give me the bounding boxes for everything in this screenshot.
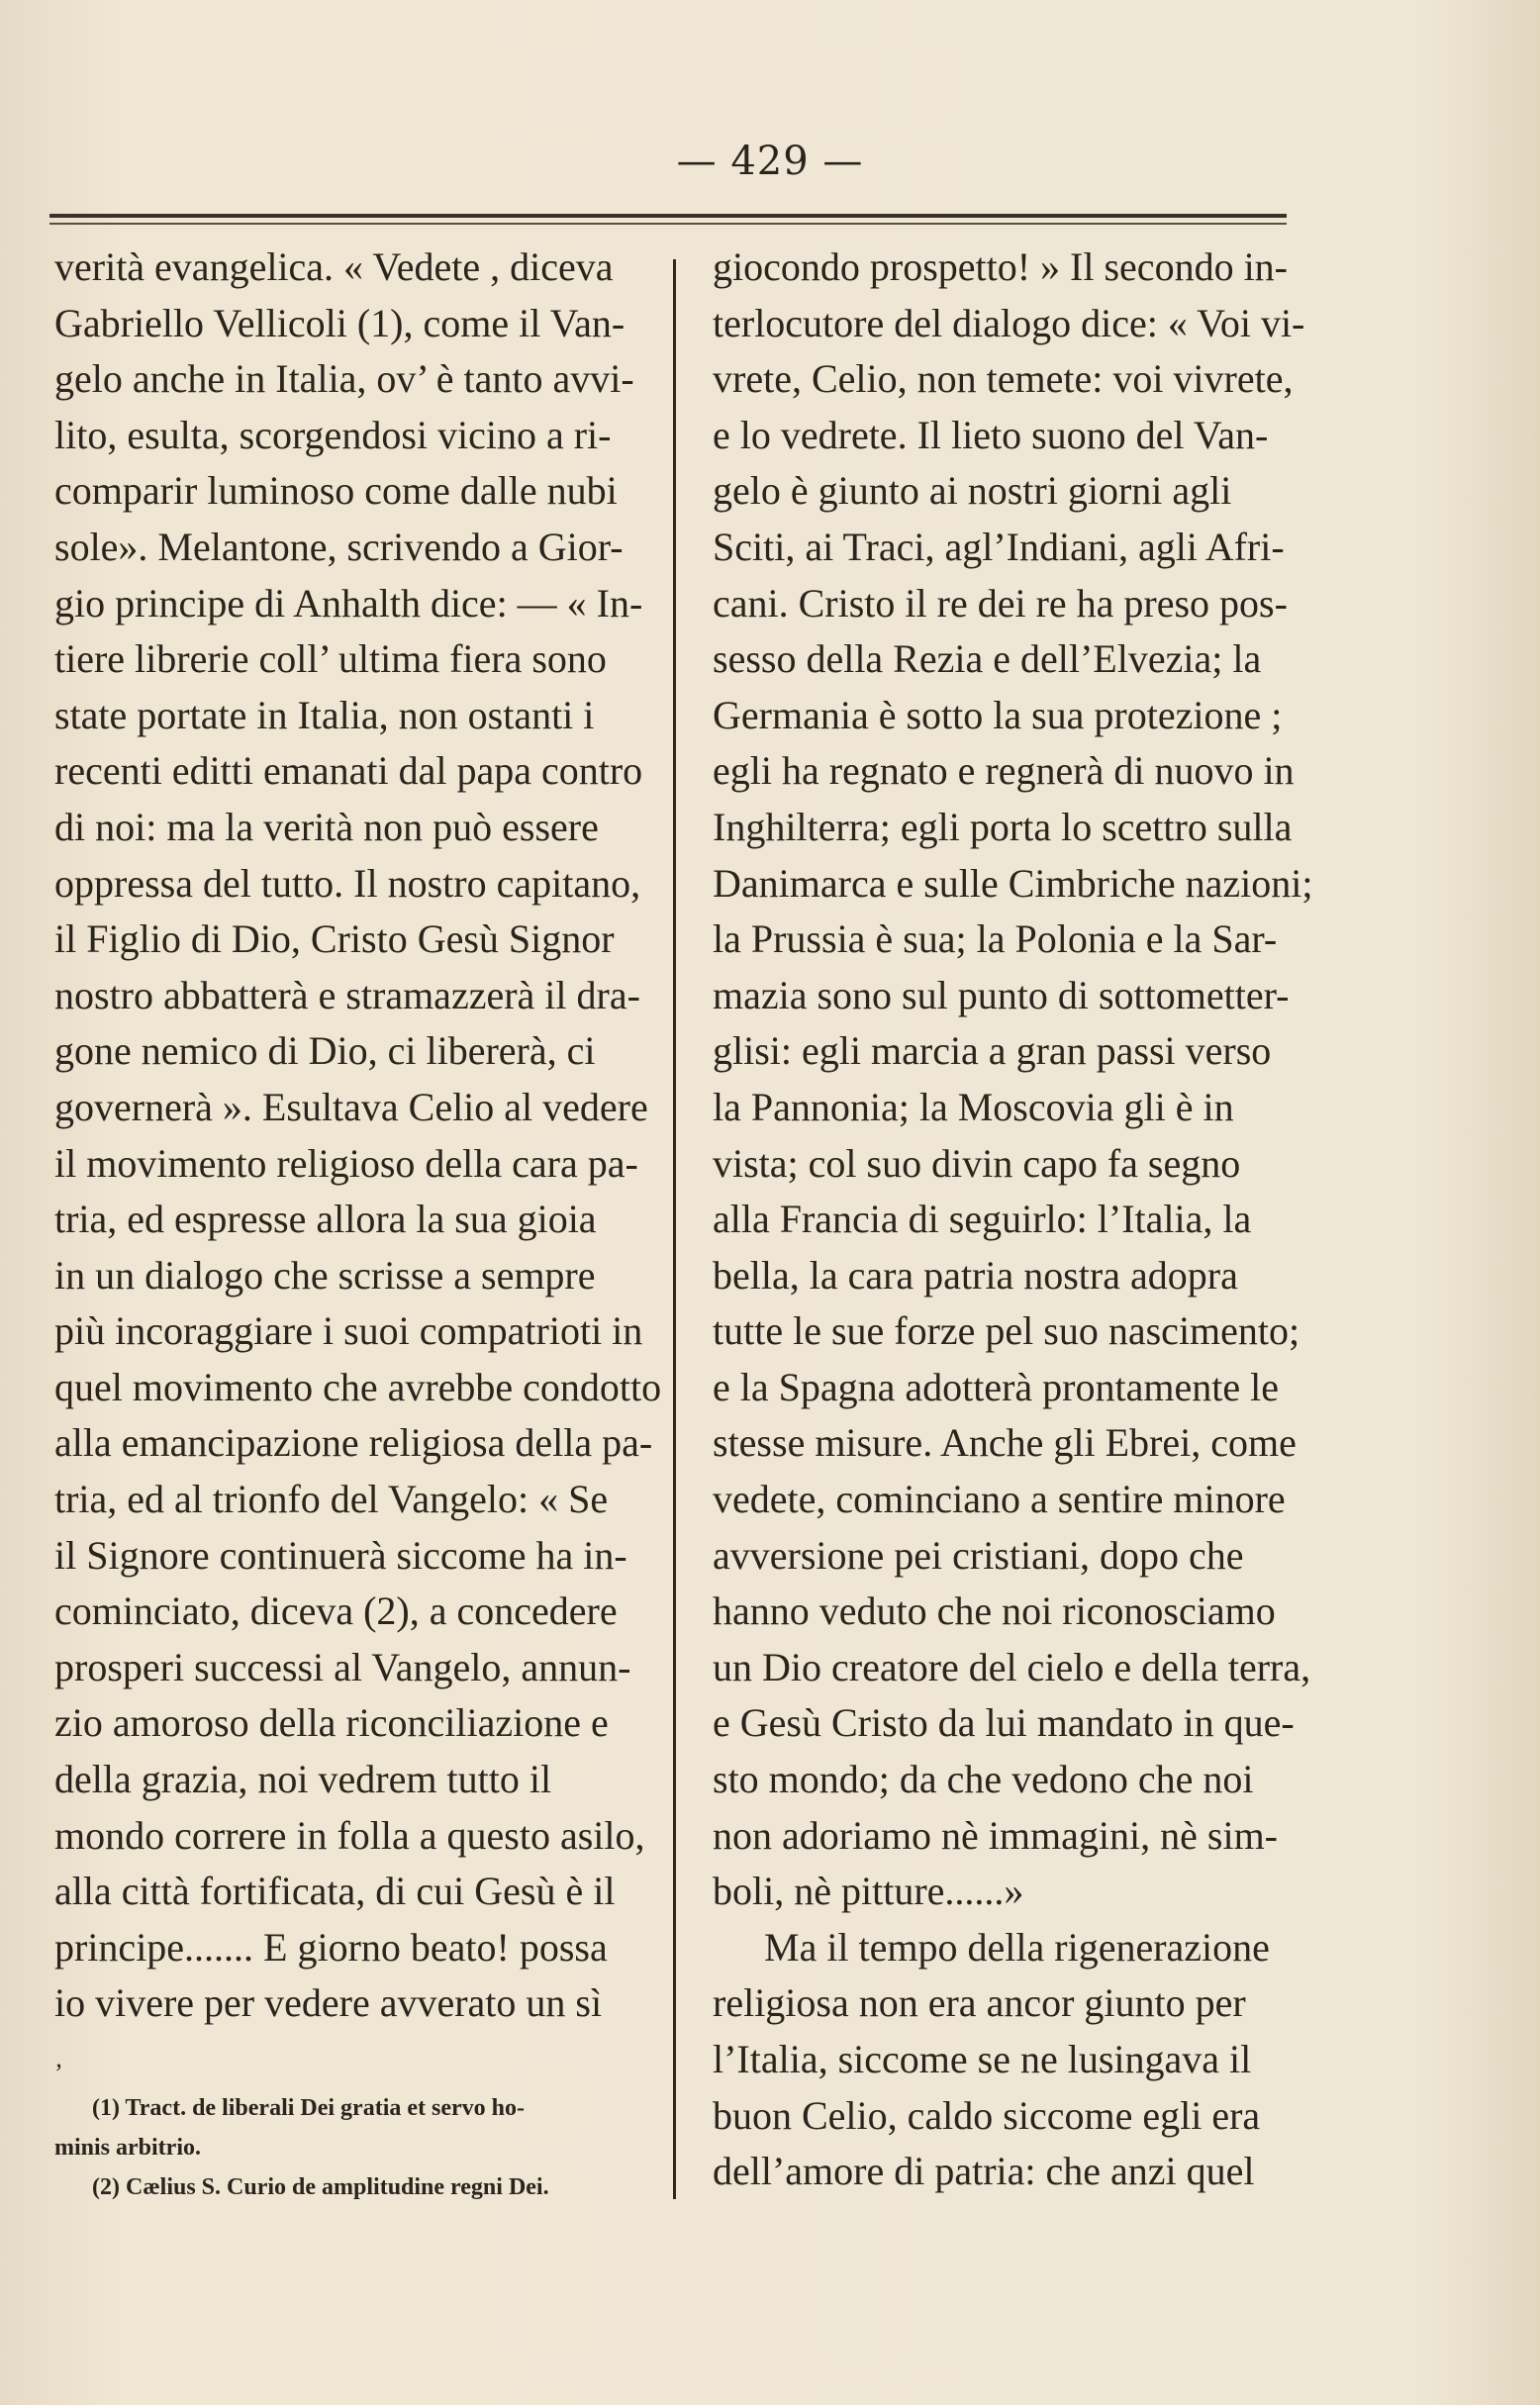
- text-line: il movimento religioso della cara pa-: [54, 1140, 638, 1186]
- text-line: sto mondo; da che vedono che noi: [713, 1757, 1254, 1802]
- text-line: e lo vedrete. Il lieto suono del Van-: [713, 412, 1269, 457]
- text-line: la Prussia è sua; la Polonia e la Sar-: [713, 916, 1278, 962]
- text-line: l’Italia, siccome se ne lusingava il: [713, 2037, 1252, 2081]
- text-line: religiosa non era ancor giunto per: [713, 1980, 1246, 2026]
- footnote-line: minis arbitrio.: [54, 2135, 201, 2161]
- text-line: gelo è giunto ai nostri giorni agli: [713, 468, 1232, 514]
- text-line: principe....... E giorno beato! possa: [54, 1924, 608, 1970]
- text-line: governerà ». Esultava Celio al vedere: [54, 1084, 648, 1129]
- text-line: verità evangelica. « Vedete , diceva: [54, 244, 614, 289]
- text-line: tutte le sue forze pel suo nascimento;: [713, 1308, 1300, 1354]
- text-line: glisi: egli marcia a gran passi verso: [713, 1028, 1272, 1074]
- text-line: di noi: ma la verità non può essere: [54, 804, 599, 849]
- text-line: alla città fortificata, di cui Gesù è il: [54, 1869, 616, 1914]
- text-line: vrete, Celio, non temete: voi vivrete,: [713, 356, 1294, 402]
- column-divider: [673, 259, 676, 2199]
- text-line: alla Francia di seguirlo: l’Italia, la: [713, 1197, 1252, 1242]
- text-line: zio amoroso della riconciliazione e: [54, 1700, 609, 1746]
- text-line: vista; col suo divin capo fa segno: [713, 1140, 1241, 1186]
- text-line: recenti editti emanati dal papa contro: [54, 748, 643, 794]
- text-line: Gabriello Vellicoli (1), come il Van-: [54, 300, 626, 345]
- text-line: stesse misure. Anche gli Ebrei, come: [713, 1420, 1297, 1466]
- text-line: Ma il tempo della rigenerazione: [764, 1924, 1270, 1970]
- text-line: e la Spagna adotterà prontamente le: [713, 1364, 1279, 1409]
- text-line: tiere librerie coll’ ultima fiera sono: [54, 636, 607, 682]
- text-line: boli, nè pitture......»: [713, 1869, 1024, 1914]
- text-line: Germania è sotto la sua protezione ;: [713, 692, 1283, 737]
- text-line: quel movimento che avrebbe condotto: [54, 1364, 662, 1409]
- text-line: cominciato, diceva (2), a concedere: [54, 1588, 618, 1634]
- text-line: mazia sono sul punto di sottometter-: [713, 972, 1290, 1017]
- text-line: Sciti, ai Traci, agl’Indiani, agli Afri-: [713, 524, 1285, 569]
- footnote-line: (1) Tract. de liberali Dei gratia et servo ho-: [92, 2095, 525, 2121]
- text-line: avversione pei cristiani, dopo che: [713, 1532, 1244, 1578]
- text-line: la Pannonia; la Moscovia gli è in: [713, 1084, 1234, 1129]
- text-line: gio principe di Anhalth dice: — « In-: [54, 580, 643, 625]
- text-line: sole». Melantone, scrivendo a Gior-: [54, 524, 624, 569]
- text-line: nostro abbatterà e stramazzerà il dra-: [54, 972, 640, 1017]
- footnote-separator-mark: ʼ: [54, 2059, 63, 2087]
- text-line: bella, la cara patria nostra adopra: [713, 1252, 1238, 1298]
- text-line: gone nemico di Dio, ci libererà, ci: [54, 1028, 596, 1074]
- text-line: dell’amore di patria: che anzi quel: [713, 2149, 1255, 2194]
- text-line: state portate in Italia, non ostanti i: [54, 692, 595, 737]
- text-line: tria, ed al trionfo del Vangelo: « Se: [54, 1477, 609, 1522]
- text-line: alla emancipazione religiosa della pa-: [54, 1420, 653, 1466]
- text-line: il Signore continuerà siccome ha in-: [54, 1532, 627, 1578]
- text-line: giocondo prospetto! » Il secondo in-: [713, 244, 1288, 289]
- text-line: vedete, cominciano a sentire minore: [713, 1477, 1286, 1522]
- text-line: buon Celio, caldo siccome egli era: [713, 2092, 1261, 2138]
- text-line: tria, ed espresse allora la sua gioia: [54, 1197, 597, 1242]
- header-rule-thick: [49, 214, 1287, 218]
- header-rule-thin: [49, 223, 1287, 225]
- text-line: egli ha regnato e regnerà di nuovo in: [713, 748, 1295, 794]
- text-line: sesso della Rezia e dell’Elvezia; la: [713, 636, 1262, 682]
- text-line: e Gesù Cristo da lui mandato in que-: [713, 1700, 1295, 1746]
- text-line: della grazia, noi vedrem tutto il: [54, 1757, 552, 1802]
- text-line: cani. Cristo il re dei re ha preso pos-: [713, 580, 1288, 625]
- text-line: Danimarca e sulle Cimbriche nazioni;: [713, 860, 1313, 906]
- text-line: hanno veduto che noi riconosciamo: [713, 1588, 1276, 1634]
- text-line: comparir luminoso come dalle nubi: [54, 468, 618, 514]
- text-line: in un dialogo che scrisse a sempre: [54, 1252, 596, 1298]
- text-line: mondo correre in folla a questo asilo,: [54, 1812, 645, 1858]
- right-column: [713, 240, 1316, 2200]
- page-number: — 429 —: [676, 139, 864, 184]
- text-line: un Dio creatore del cielo e della terra,: [713, 1644, 1311, 1689]
- text-line: prosperi successi al Vangelo, annun-: [54, 1644, 631, 1689]
- left-column: [54, 240, 662, 2032]
- text-line: il Figlio di Dio, Cristo Gesù Signor: [54, 916, 615, 962]
- text-line: non adoriamo nè immagini, nè sim-: [713, 1812, 1278, 1858]
- text-line: Inghilterra; egli porta lo scettro sulla: [713, 804, 1293, 849]
- text-line: terlocutore del dialogo dice: « Voi vi-: [713, 300, 1305, 345]
- text-line: gelo anche in Italia, ov’ è tanto avvi-: [54, 356, 634, 402]
- text-line: più incoraggiare i suoi compatrioti in: [54, 1308, 643, 1354]
- footnote-line: (2) Cælius S. Curio de amplitudine regni Dei.: [92, 2174, 549, 2200]
- text-line: io vivere per vedere avverato un sì: [54, 1980, 603, 2026]
- text-line: oppressa del tutto. Il nostro capitano,: [54, 860, 641, 906]
- text-line: lito, esulta, scorgendosi vicino a ri-: [54, 412, 612, 457]
- footnotes: [54, 2059, 658, 2207]
